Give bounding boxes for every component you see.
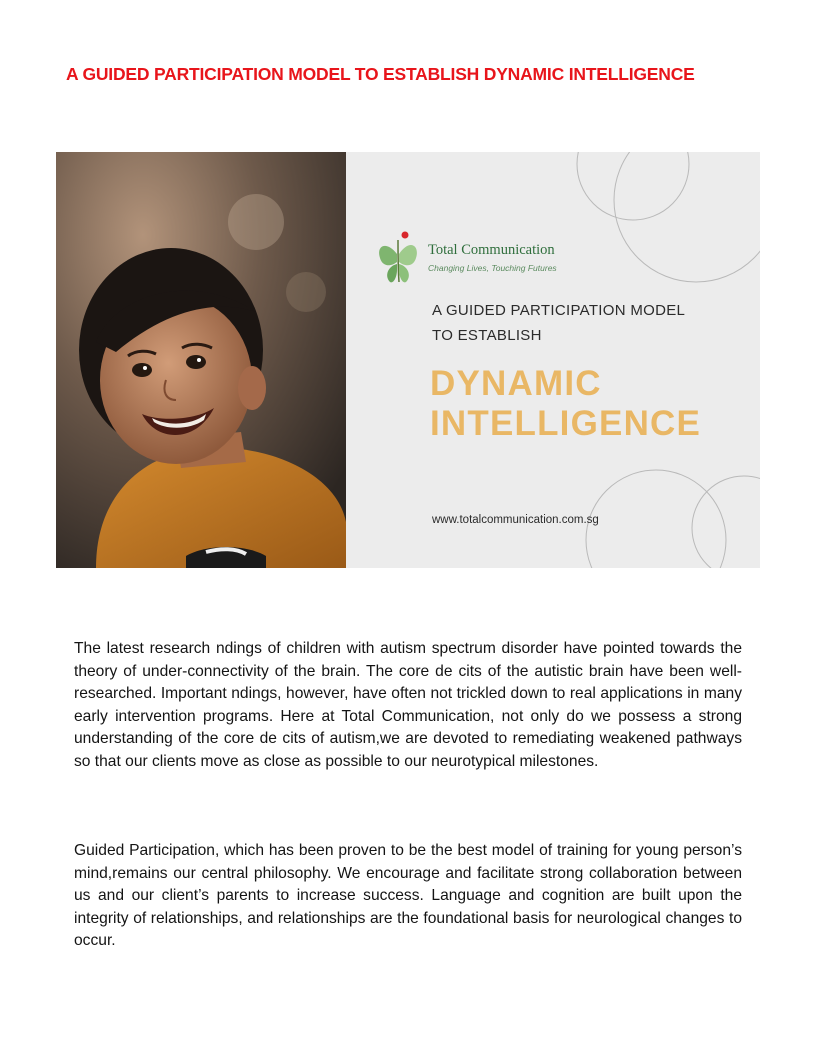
butterfly-logo-icon <box>376 230 420 286</box>
paragraph-1: The latest research ndings of children with autism spectrum disorder have pointed towards the theory of under-connectivity of the brain. The core de cits of the autistic brain have been well-researched. Important ndings, however, have often not trickled down to real applications in many early intervention programs. Here at Total Communication, not only do we possess a strong understanding of the core de cits of autism,we are devoted to remediating weakened pathways so that our clients move as close as possible to our neurotypical milestones. <box>74 640 742 770</box>
child-photo <box>56 152 346 568</box>
brand-tagline: Changing Lives, Touching Futures <box>428 263 557 273</box>
website-url: www.totalcommunication.com.sg <box>432 514 599 526</box>
banner-heading-line-1: A GUIDED PARTICIPATION MODEL <box>432 302 686 319</box>
paragraph-2: Guided Participation, which has been proven to be the best model of training for young person’s mind,remains our central philosophy. We encourage and facilitate strong collaboration between us and our client’s parents to increase success. Language and cognition are built upon the integrity of relationships, and relationships are the foundational basis for neurological changes to occur. <box>74 842 742 949</box>
page-title: A GUIDED PARTICIPATION MODEL TO ESTABLISH DYNAMIC INTELLIGENCE <box>66 64 695 84</box>
banner-big-line-1: DYNAMIC <box>430 364 602 403</box>
banner-heading-line-2: TO ESTABLISH <box>432 327 542 344</box>
banner-image <box>56 152 760 568</box>
banner-panel <box>346 152 760 568</box>
banner-big-line-2: INTELLIGENCE <box>430 404 702 443</box>
brand-name: Total Communication <box>428 242 555 258</box>
decorative-circles <box>346 152 760 568</box>
